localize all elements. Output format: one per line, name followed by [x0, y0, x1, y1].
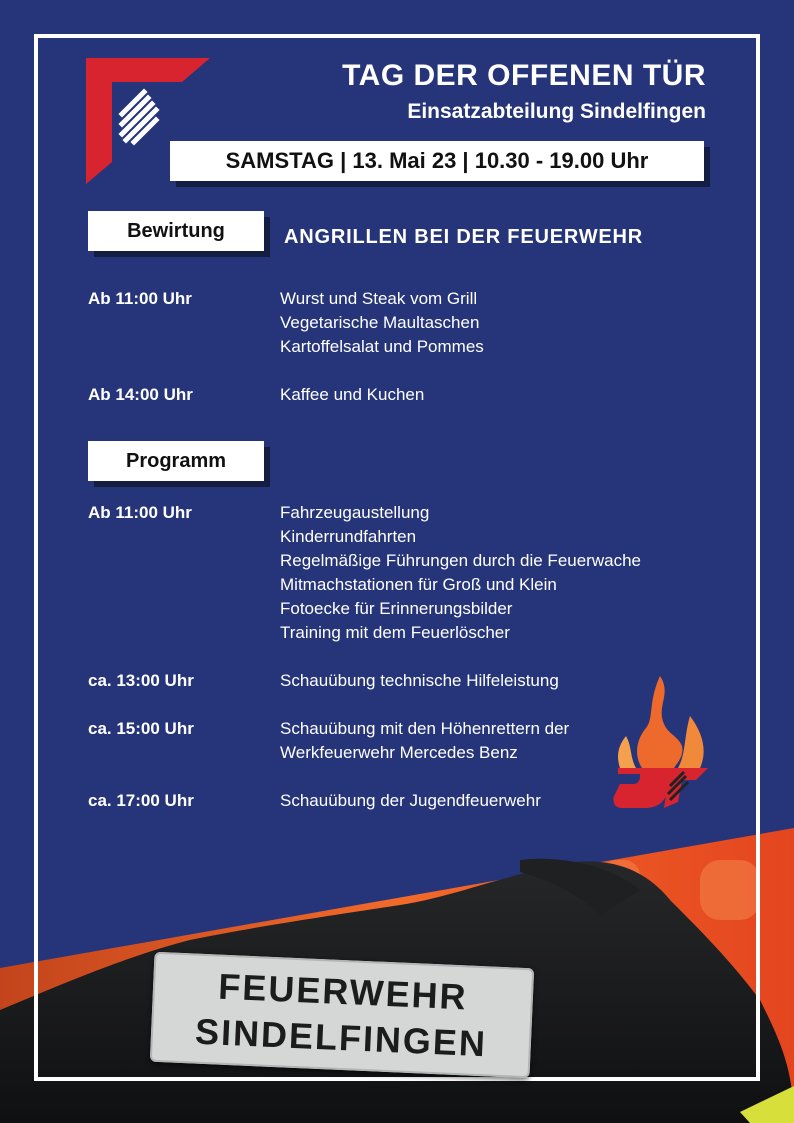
date-banner: SAMSTAG | 13. Mai 23 | 10.30 - 19.00 Uhr: [170, 141, 704, 181]
schedule-row: [88, 383, 718, 407]
row-time: Ab 11:00 Uhr: [88, 289, 192, 308]
row-time: ca. 13:00 Uhr: [88, 671, 194, 690]
badge-line-2: SINDELFINGEN: [194, 1010, 488, 1065]
jugendfeuerwehr-logo: [612, 676, 710, 808]
badge-line-1: FEUERWEHR: [217, 965, 469, 1018]
feuerwehr-reflective-badge: [150, 952, 534, 1078]
row-time: Ab 11:00 Uhr: [88, 503, 192, 522]
list-item: Werkfeuerwehr Mercedes Benz: [280, 743, 518, 762]
list-item: Regelmäßige Führungen durch die Feuerwache: [280, 551, 641, 570]
list-item: Training mit dem Feuerlöscher: [280, 623, 510, 642]
row-time: ca. 17:00 Uhr: [88, 791, 194, 810]
page-subtitle: Einsatzabteilung Sindelfingen: [407, 100, 706, 123]
row-items: [280, 501, 718, 645]
section-label-bewirtung: Bewirtung: [88, 211, 264, 251]
list-item: Kinderrundfahrten: [280, 527, 417, 546]
list-item: Kaffee und Kuchen: [280, 385, 425, 404]
row-items: [280, 287, 718, 359]
bewirtung-headline: ANGRILLEN BEI DER FEUERWEHR: [284, 226, 644, 248]
row-time: ca. 15:00 Uhr: [88, 719, 194, 738]
schedule-row: [88, 287, 718, 359]
list-item: Schauübung technische Hilfeleistung: [280, 671, 559, 690]
list-item: Fotoecke für Erinnerungsbilder: [280, 599, 513, 618]
schedule-row: [88, 501, 718, 645]
row-items: [280, 383, 718, 407]
list-item: Vegetarische Maultaschen: [280, 313, 480, 332]
list-item: Kartoffelsalat und Pommes: [280, 337, 484, 356]
list-item: Schauübung der Jugendfeuerwehr: [280, 791, 541, 810]
list-item: Schauübung mit den Höhenrettern der: [280, 719, 570, 738]
list-item: Mitmachstationen für Groß und Klein: [280, 575, 557, 594]
page-title: TAG DER OFFENEN TÜR: [342, 59, 706, 92]
section-label-programm: Programm: [88, 441, 264, 481]
row-time: Ab 14:00 Uhr: [88, 385, 193, 404]
list-item: Wurst und Steak vom Grill: [280, 289, 478, 308]
list-item: Fahrzeugaustellung: [280, 503, 430, 522]
